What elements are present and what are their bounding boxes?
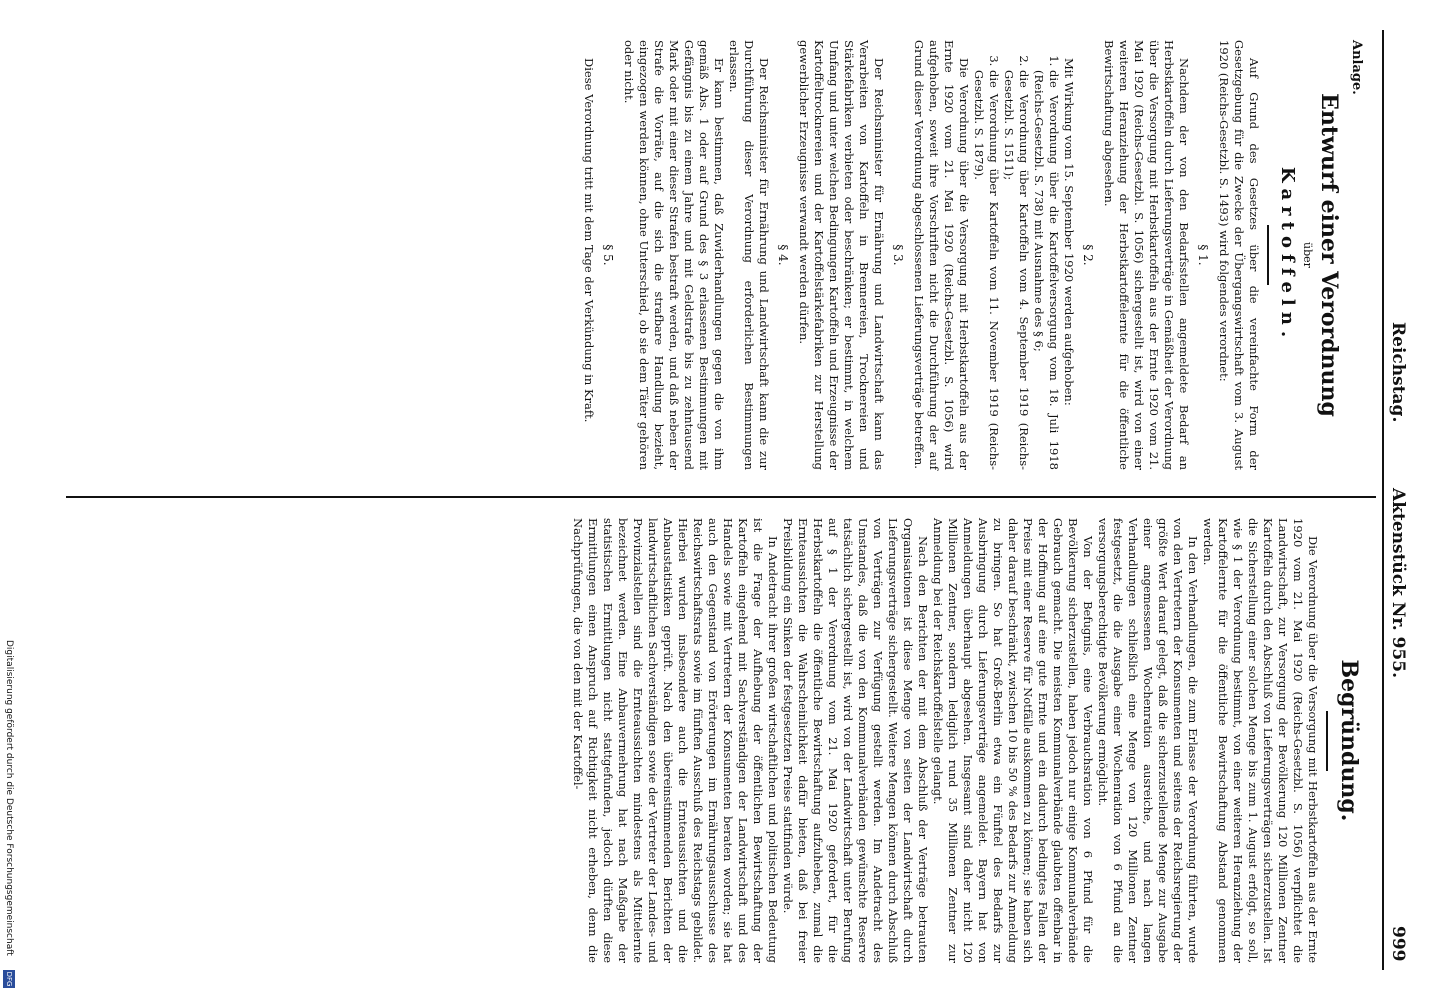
reasoning-paragraph: Nach den Berichten der mit dem Abschluß der Verträge betrauten Organisationen ist diese Menge von seiten der Landwirtschaft durch Lieferungsverträge sichergestellt. Weitere Mengen können durch Abschluß von Verträgen zur Verfügung gestellt werden. Im Andetracht des Umstandes, daß die von den Kommunalverbänden gewünschte Reserve tatsächlich sichergestellt ist, wird von der Landwirtschaft unter Berufung auf § 1 der Verordnung vom 21. Mai 1920 gefordert, für die Herbstkartoffeln die öffentliche Bewirtschaftung aufzuheben, zumal die Ernteaussichten die Wahrscheinlichkeit dafür bieten, daß bei freier Preisbildung ein Sinken der festgesetzten Preise stattfinden würde. xyxy=(781,518,931,963)
reasoning-title: Begründung. xyxy=(1336,659,1362,822)
draft-title: Entwurf einer Verordnung xyxy=(1316,93,1342,417)
reasoning-paragraph: Von der Befugnis, eine Verbrauchsration von 6 Pfund für die Bevölkerung sicherzustellen, haben jedoch nur einige Kommunalverbände Gebrauch gemacht. Die meisten Kommunalverbände glaubten offenbar in der Hoffnung auf eine gute Ernte und ein dadurch bedingtes Fallen der Preise mit einer Reserve für Notfälle auskommen zu können; sie haben sich daher darauf beschränkt, zwischen 10 bis 50 % des Bedarfs zur Anmeldung zu bringen. So hat Groß-Berlin etwa ein Fünftel des Bedarfs zur Ausbringung durch Lieferungsverträge angemeldet. Bayern hat von Anmeldungen überhaupt abgesehen. Insgesamt sind daher nicht 120 Millionen Zentner, sondern lediglich rund 35 Millionen Zentner zur Anmeldung bei der Reichskartoffelstelle gelangt. xyxy=(931,518,1096,963)
section-4-text-2: Er kann bestimmen, daß Zuwiderhandlungen gegen die von ihm gemäß Abs. 1 oder auf Grund des § 3 erlassenen Bestimmungen mit Gefängnis bis zu einem Jahre und mit Geldstrafe bis zu zehntausend Mark oder mit einer dieser Strafen bestraft werden, und daß neben der Strafe die Vorräte, auf die sich die strafbare Handlung bezieht, eingezogen werden können, ohne Unterschied, ob sie dem Täter gehören oder nicht. xyxy=(622,40,727,470)
list-item: 3. die Verordnung über Kartoffeln vom 11. November 1919 (Reichs-Gesetzbl. S. 1879). xyxy=(972,70,1002,470)
section-1-text: Nachdem der von den Bedarfsstellen angemeldete Bedarf an Herbstkartoffeln durch Lieferungsverträge in Gemäßheit der Verordnung über die Versorgung mit Herbstkartoffeln aus der Ernte 1920 vom 21. Mai 1920 (Reichs-Gesetzbl. S. 1056) sichergestellt ist, wird von einer weiteren Heranziehung der Herbstkartoffelernte für die öffentliche Bewirtschaftung abgesehen. xyxy=(1102,40,1192,470)
section-5-text: Diese Verordnung tritt mit dem Tage der Verkündung in Kraft. xyxy=(582,58,597,423)
header-aktenstueck: Aktenstück Nr. 955. xyxy=(1388,488,1408,679)
section-2-list xyxy=(972,40,1062,470)
reasoning-rule xyxy=(1327,711,1329,771)
reasoning-paragraph: In den Verhandlungen, die zum Erlasse der Verordnung führten, wurde von den Vertretern der Konsumenten und seitens der Reichsregierung der größte Wert darauf gelegt, daß die sicherzustellende Menge zur Ausgabe einer angemessenen Wochenration ausreiche, und nach langen Verhandlungen schließlich eine Menge von 120 Millionen Zentner festgesetzt, die die Ausgabe einer Wochenration von 6 Pfund an die versorgungsberechtigte Bevölkerung ermöglicht. xyxy=(1096,518,1201,963)
section-2-after: Die Verordnung über die Versorgung mit Herbstkartoffeln aus der Ernte 1920 vom 21. Mai 1920 (Reichs-Gesetzbl. S. 1056) wird aufgehoben, soweit ihre Vorschriften nicht die Durchführung der auf Grund dieser Verordnung abgeschlossenen Lieferungsverträge betreffen. xyxy=(912,40,972,470)
draft-subtitle-small: über xyxy=(1301,242,1314,268)
list-item: 1. die Verordnung über die Kartoffelversorgung vom 18. Juli 1918 (Reichs-Gesetzbl. S. 738) mit Ausnahme des § 6; xyxy=(1032,70,1062,470)
section-5-heading: § 5. xyxy=(601,244,616,266)
preamble: Auf Grund des Gesetzes über die vereinfachte Form der Gesetzgebung für die Zwecke der Übergangswirtschaft vom 3. August 1920 (Reichs-Gesetzbl. S. 1493) wird folgendes verordnet: xyxy=(1217,40,1262,470)
reasoning-paragraph: In Andetracht ihrer großen wirtschaftlichen und politischen Bedeutung ist die Frage der Aufhebung der öffentlichen Bewirtschaftung der Kartoffeln eingehend mit Sachverständigen der Landwirtschaft und des Handels sowie mit Vertretern der Konsumenten beraten worden; sie hat auch den Gegenstand von Erörterungen im Ernährungsausschusse des Reichswirtschaftsrats sowie im fünften Ausschuß des Reichstags gebildet. Hierbei wurden insbesondere auch die Ernteaussichten und die Anbaustatistiken geprüft. Nach den übereinstimmenden Berichten der landwirtschaftlichen Sachverständigen sowie der Vertreter der Landes- und Provinzialstellen sind die Ernteaussichten mindestens als Mittelernte bezeichnet werden. Eine Anbauvermehrung hat nach Maßgabe der statistischen Ermittlungen nicht stattgefunden, jedoch dürften diese Ermittlungen einen Anspruch auf Richtigkeit nicht erheben, denn die Nachprüfungen, die von den mit der Kartoffel- xyxy=(571,518,781,963)
section-3-text: Der Reichsminister für Ernährung und Landwirtschaft kann das Verarbeiten von Kartoffeln in Brennereien, Trocknereien und Stärkefabriken verbieten oder beschränken; er bestimmt, in welchem Umfang und unter welchen Bedingungen Kartoffeln und Erzeugnisse der Kartoffeltrocknereien und der Kartoffelstärkefabriken zur Herstellung gewerblicher Erzeugnisse verwandt werden dürfen. xyxy=(797,40,887,470)
column-divider xyxy=(66,496,1376,498)
section-2-heading: § 2. xyxy=(1081,244,1096,266)
list-item: 2. die Verordnung über Kartoffeln vom 4. September 1919 (Reichs-Gesetzbl. S. 1511); xyxy=(1002,70,1032,470)
draft-subtitle: Kartoffeln. xyxy=(1277,166,1298,344)
page-number: 999 xyxy=(1388,926,1408,962)
section-4-text-1: Der Reichsminister für Ernährung und Landwirtschaft kann die zur Durchführung dieser Verordnung erforderlichen Bestimmungen erlassen. xyxy=(727,40,772,470)
section-3-heading: § 3. xyxy=(891,244,906,266)
section-1-heading: § 1. xyxy=(1196,244,1211,266)
title-rule xyxy=(1268,225,1270,285)
header-rule xyxy=(1382,30,1384,970)
left-column xyxy=(582,40,1365,470)
right-column xyxy=(571,518,1365,963)
digitization-note: Digitalisierung gefördert durch die Deutsche Forschungsgemeinschaft xyxy=(4,640,14,956)
anlage-label: Anlage. xyxy=(1349,40,1364,95)
reasoning-paragraph: Die Verordnung über die Versorgung mit Herbstkartoffeln aus der Ernte 1920 vom 21. Mai 1920 (Reichs-Gesetzbl. S. 1056) verpflichtet die Landwirtschaft, zur Versorgung der Bevölkerung 120 Millionen Zentner Kartoffeln durch den Abschluß von Lieferungsverträgen sicherzustellen. Ist die Sicherstellung einer solchen Menge bis zum 1. August erfolgt, so soll, wie § 1 der Verordnung bestimmt, von einer weiteren Heranziehung der Kartoffelernte für die öffentliche Bewirtschaftung Abstand genommen werden. xyxy=(1201,518,1321,963)
section-4-heading: § 4. xyxy=(776,244,791,266)
dfg-logo-icon: DFG xyxy=(5,971,13,987)
section-2-intro: Mit Wirkung vom 15. September 1920 werden aufgehoben: xyxy=(1062,58,1077,406)
header-reichstag: Reichstag. xyxy=(1388,322,1408,423)
